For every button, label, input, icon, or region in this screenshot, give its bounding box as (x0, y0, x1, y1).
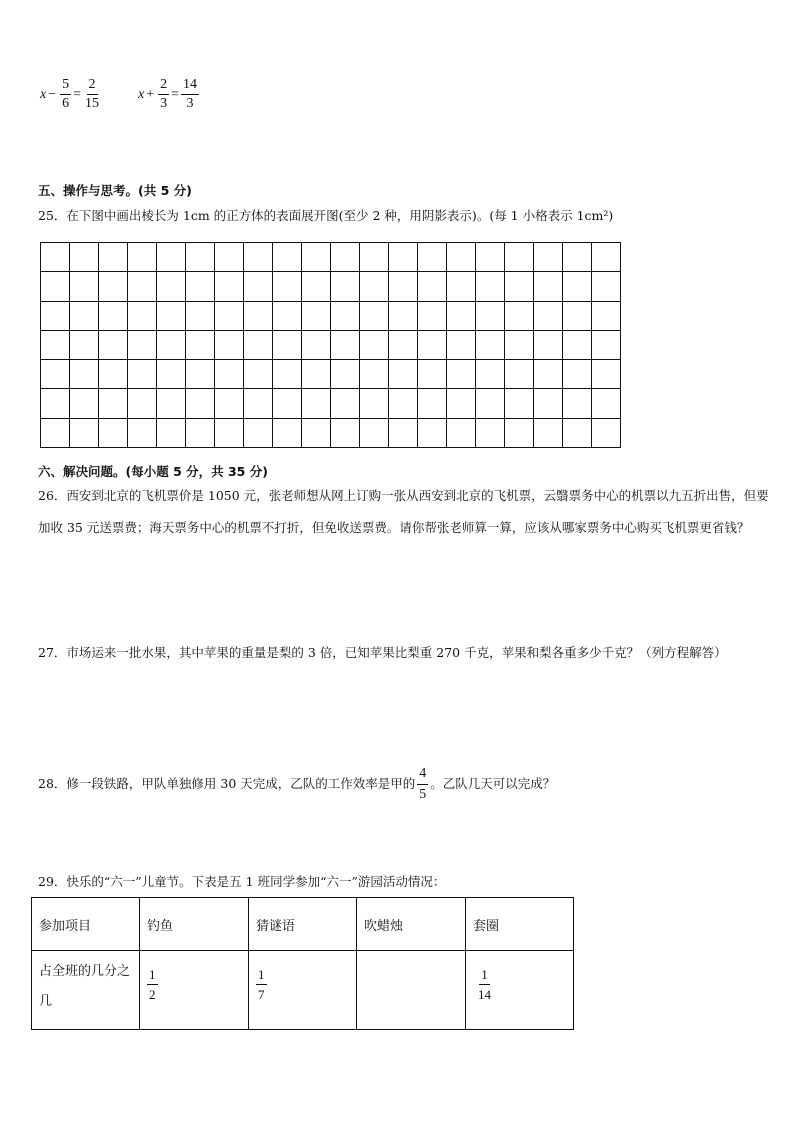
fraction-numerator: 4 (417, 767, 428, 785)
grid-cell[interactable] (331, 389, 360, 418)
grid-cell[interactable] (418, 243, 447, 272)
grid-cell[interactable] (128, 301, 157, 330)
fraction-numerator: 14 (181, 78, 199, 95)
grid-cell[interactable] (186, 272, 215, 301)
grid-cell[interactable] (447, 301, 476, 330)
grid-cell[interactable] (157, 389, 186, 418)
table-cell (140, 951, 249, 1030)
grid-cell[interactable] (128, 243, 157, 272)
equation-2 (138, 78, 201, 111)
grid-cell[interactable] (563, 272, 592, 301)
grid-cell[interactable] (99, 243, 128, 272)
grid-cell[interactable] (447, 360, 476, 389)
grid-cell[interactable] (41, 243, 70, 272)
grid-cell[interactable] (476, 301, 505, 330)
grid-cell[interactable] (592, 301, 621, 330)
grid-cell[interactable] (99, 330, 128, 359)
grid-cell[interactable] (302, 330, 331, 359)
grid-cell[interactable] (215, 389, 244, 418)
grid-cell[interactable] (418, 272, 447, 301)
grid-cell[interactable] (70, 360, 99, 389)
grid-cell[interactable] (505, 360, 534, 389)
grid-cell[interactable] (389, 330, 418, 359)
grid-cell[interactable] (505, 272, 534, 301)
grid-cell[interactable] (592, 389, 621, 418)
grid-cell[interactable] (563, 243, 592, 272)
grid-cell[interactable] (389, 272, 418, 301)
equation-variable: x (138, 86, 145, 102)
question-28-fraction (417, 767, 428, 802)
grid-cell[interactable] (360, 330, 389, 359)
grid-cell[interactable] (302, 389, 331, 418)
grid-cell[interactable] (563, 389, 592, 418)
cell-fraction (256, 968, 267, 1001)
grid-cell[interactable] (157, 418, 186, 447)
section-5-heading: 五、操作与思考。(共 5 分) (38, 183, 192, 198)
grid-cell[interactable] (215, 272, 244, 301)
fraction-numerator: 2 (158, 78, 169, 95)
grid-cell[interactable] (70, 243, 99, 272)
grid-cell[interactable] (360, 301, 389, 330)
grid-cell[interactable] (215, 418, 244, 447)
grid-cell[interactable] (128, 272, 157, 301)
table-cell (249, 951, 357, 1030)
grid-cell[interactable] (302, 360, 331, 389)
grid-cell[interactable] (418, 330, 447, 359)
grid-cell[interactable] (534, 389, 563, 418)
grid-cell[interactable] (505, 330, 534, 359)
grid-cell[interactable] (476, 360, 505, 389)
grid-cell[interactable] (128, 330, 157, 359)
grid-cell[interactable] (273, 243, 302, 272)
grid-cell[interactable] (186, 360, 215, 389)
grid-cell[interactable] (534, 330, 563, 359)
grid-cell[interactable] (273, 330, 302, 359)
grid-cell[interactable] (244, 389, 273, 418)
cell-fraction (147, 968, 158, 1001)
grid-cell[interactable] (186, 243, 215, 272)
grid-cell[interactable] (592, 330, 621, 359)
grid-cell[interactable] (592, 272, 621, 301)
cell-fraction (476, 968, 493, 1001)
grid-cell[interactable] (70, 418, 99, 447)
question-28-text: 28．修一段铁路，甲队单独修用 30 天完成，乙队的工作效率是甲的 (38, 776, 416, 791)
grid-cell[interactable] (215, 360, 244, 389)
grid-cell[interactable] (302, 272, 331, 301)
grid-cell[interactable] (476, 330, 505, 359)
question-29: 29．快乐的“六一”儿童节。下表是五 1 班同学参加“六一”游园活动情况： (38, 874, 446, 889)
grid-cell[interactable] (592, 243, 621, 272)
grid-cell[interactable] (157, 272, 186, 301)
question-25: 25．在下图中画出棱长为 1cm 的正方体的表面展开图(至少 2 种，用阴影表示)。(每 1 小格表示 1cm²) (38, 208, 614, 223)
grid-cell[interactable] (534, 360, 563, 389)
grid-cell[interactable] (244, 330, 273, 359)
grid-cell[interactable] (331, 301, 360, 330)
grid-cell[interactable] (128, 418, 157, 447)
equation-fraction (158, 78, 169, 111)
equation-operator: + (146, 86, 155, 102)
grid-row (41, 418, 621, 447)
grid-cell[interactable] (41, 360, 70, 389)
fraction-numerator: 1 (256, 968, 267, 985)
question-28-text-end: 。乙队几天可以完成？ (430, 776, 556, 791)
grid-cell[interactable] (447, 418, 476, 447)
fraction-denominator: 3 (186, 96, 194, 111)
equals-sign: = (73, 86, 82, 102)
grid-row (41, 389, 621, 418)
grid-cell[interactable] (186, 301, 215, 330)
table-row (32, 951, 574, 1030)
grid-cell[interactable] (534, 418, 563, 447)
grid-cell[interactable] (360, 418, 389, 447)
fraction-numerator: 5 (60, 78, 71, 95)
grid-cell[interactable] (389, 301, 418, 330)
grid-cell[interactable] (215, 301, 244, 330)
grid-cell[interactable] (186, 389, 215, 418)
fraction-numerator: 2 (87, 78, 98, 95)
grid-cell[interactable] (331, 243, 360, 272)
grid-cell[interactable] (273, 389, 302, 418)
grid-cell[interactable] (592, 418, 621, 447)
equation-rhs-fraction (181, 78, 199, 111)
grid-cell[interactable] (244, 360, 273, 389)
grid-cell[interactable] (99, 389, 128, 418)
grid-cell[interactable] (505, 389, 534, 418)
equation-fraction (60, 78, 71, 111)
grid-cell[interactable] (273, 272, 302, 301)
grid-cell[interactable] (534, 243, 563, 272)
table-header-row (32, 898, 574, 951)
grid-cell[interactable] (99, 301, 128, 330)
grid-cell[interactable] (505, 243, 534, 272)
grid-cell[interactable] (418, 360, 447, 389)
question-26: 26．西安到北京的飞机票价是 1050 元，张老师想从网上订购一张从西安到北京的飞机票，云翳票务中心的机票以九五折出售，但要加收 35 元送票费；海天票务中心的机票不打折，但免收送票费。请你帮张老师算一算，应该从哪家票务中心购买飞机票更省钱？ (38, 488, 769, 535)
grid-cell[interactable] (563, 301, 592, 330)
grid-cell[interactable] (157, 243, 186, 272)
grid-cell[interactable] (534, 301, 563, 330)
grid-cell[interactable] (447, 330, 476, 359)
grid-cell[interactable] (99, 272, 128, 301)
grid-cell[interactable] (476, 272, 505, 301)
grid-cell[interactable] (447, 272, 476, 301)
grid-row (41, 360, 621, 389)
grid-cell[interactable] (331, 272, 360, 301)
table-header-cell: 吹蜡烛 (357, 898, 466, 951)
grid-cell[interactable] (70, 389, 99, 418)
grid-cell[interactable] (360, 272, 389, 301)
grid-cell[interactable] (41, 330, 70, 359)
grid-row (41, 330, 621, 359)
grid-cell[interactable] (360, 243, 389, 272)
grid-cell[interactable] (244, 272, 273, 301)
equation-rhs-fraction (83, 78, 101, 111)
table-header-cell: 猜谜语 (249, 898, 357, 951)
grid-cell[interactable] (505, 418, 534, 447)
grid-cell[interactable] (244, 243, 273, 272)
grid-cell[interactable] (476, 418, 505, 447)
table-header-cell: 钓鱼 (140, 898, 249, 951)
grid-cell[interactable] (418, 389, 447, 418)
equation-variable: x (40, 86, 47, 102)
grid-cell[interactable] (418, 418, 447, 447)
grid-row (41, 301, 621, 330)
grid-cell[interactable] (99, 418, 128, 447)
grid-cell[interactable] (41, 389, 70, 418)
fraction-denominator: 5 (419, 787, 427, 802)
grid-cell[interactable] (534, 272, 563, 301)
grid-cell[interactable] (41, 301, 70, 330)
table-cell (466, 951, 574, 1030)
grid-row (41, 243, 621, 272)
grid-cell[interactable] (70, 301, 99, 330)
table-header-cell: 套圈 (466, 898, 574, 951)
equation-operator: − (48, 86, 57, 102)
grid-row (41, 272, 621, 301)
grid-cell[interactable] (273, 418, 302, 447)
grid-cell[interactable] (563, 360, 592, 389)
grid-cell[interactable] (331, 360, 360, 389)
equals-sign: = (171, 86, 180, 102)
grid-cell[interactable] (215, 330, 244, 359)
grid-cell[interactable] (157, 301, 186, 330)
grid-cell[interactable] (389, 418, 418, 447)
fraction-denominator: 7 (258, 987, 265, 1002)
fraction-denominator: 3 (160, 96, 168, 111)
grid-cell[interactable] (331, 330, 360, 359)
fraction-denominator: 14 (478, 987, 491, 1002)
grid-cell[interactable] (331, 418, 360, 447)
fraction-denominator: 15 (85, 96, 100, 111)
grid-cell[interactable] (157, 360, 186, 389)
grid-cell[interactable] (302, 243, 331, 272)
grid-cell[interactable] (244, 301, 273, 330)
grid-cell[interactable] (70, 272, 99, 301)
table-cell-empty[interactable] (357, 951, 466, 1030)
grid-cell[interactable] (476, 389, 505, 418)
fraction-numerator: 1 (147, 968, 158, 985)
grid-cell[interactable] (157, 330, 186, 359)
table-header-cell: 参加项目 (32, 898, 140, 951)
equation-1 (40, 78, 103, 111)
grid-cell[interactable] (244, 418, 273, 447)
fraction-denominator: 2 (149, 987, 156, 1002)
grid-cell[interactable] (389, 389, 418, 418)
activity-table (31, 897, 574, 1030)
grid-cell[interactable] (389, 360, 418, 389)
grid-cell[interactable] (505, 301, 534, 330)
grid-cell[interactable] (302, 301, 331, 330)
grid-cell[interactable] (41, 418, 70, 447)
fraction-denominator: 6 (62, 96, 70, 111)
grid-cell[interactable] (563, 418, 592, 447)
grid-cell[interactable] (186, 330, 215, 359)
grid-cell[interactable] (215, 243, 244, 272)
grid-cell[interactable] (70, 330, 99, 359)
grid-cell[interactable] (128, 389, 157, 418)
grid-cell[interactable] (563, 330, 592, 359)
grid-cell[interactable] (592, 360, 621, 389)
question-27: 27．市场运来一批水果，其中苹果的重量是梨的 3 倍，已知苹果比梨重 270 千克，苹果和梨各重多少千克？（列方程解答） (38, 645, 727, 660)
grid-cell[interactable] (360, 389, 389, 418)
drawing-grid[interactable] (40, 242, 621, 448)
grid-cell[interactable] (447, 243, 476, 272)
grid-cell[interactable] (273, 360, 302, 389)
grid-cell[interactable] (186, 418, 215, 447)
grid-cell[interactable] (476, 243, 505, 272)
grid-cell[interactable] (302, 418, 331, 447)
grid-cell[interactable] (418, 301, 447, 330)
question-28 (38, 766, 778, 802)
table-row-label: 占全班的几分之几 (32, 951, 140, 1030)
grid-cell[interactable] (41, 272, 70, 301)
fraction-numerator: 1 (479, 968, 490, 985)
grid-cell[interactable] (389, 243, 418, 272)
grid-cell[interactable] (128, 360, 157, 389)
grid-cell[interactable] (447, 389, 476, 418)
grid-cell[interactable] (360, 360, 389, 389)
grid-cell[interactable] (99, 360, 128, 389)
grid-cell[interactable] (273, 301, 302, 330)
section-6-heading: 六、解决问题。(每小题 5 分，共 35 分) (38, 464, 268, 479)
